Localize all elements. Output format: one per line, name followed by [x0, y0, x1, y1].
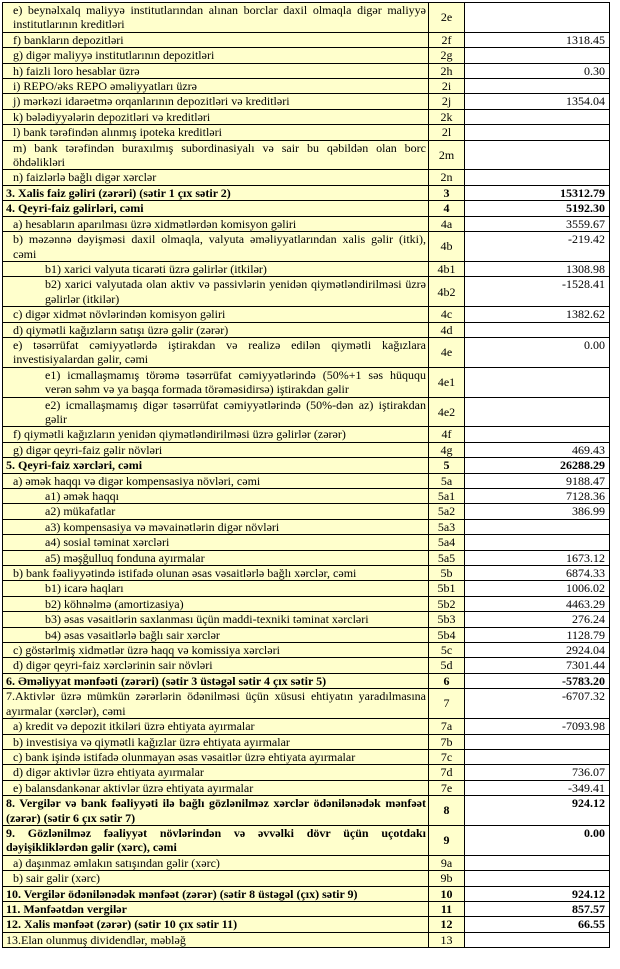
row-code: 5b4 — [429, 627, 465, 642]
row-code: 9a — [429, 855, 465, 870]
row-code: 5a5 — [429, 550, 465, 565]
row-code: 4b1 — [429, 261, 465, 276]
row-label: a) hesabların aparılması üzrə xidmətlərdən komisyon gəliri — [3, 216, 429, 231]
row-value: 15312.79 — [465, 185, 610, 200]
row-label: 9. Gözlənilməz fəaliyyət növlərindən və əvvəlki dövr üçün uçotdakı dəyişikliklərdən gəlir (xərc), cəmi — [3, 825, 429, 855]
table-row — [3, 109, 610, 124]
table-row — [3, 871, 610, 886]
table-row — [3, 322, 610, 337]
row-label: b) sair gəlir (xərc) — [3, 871, 429, 886]
table-row — [3, 917, 610, 932]
table-row — [3, 473, 610, 488]
row-label: n) faizlərlə bağlı digər xərclər — [3, 170, 429, 185]
row-value: 736.07 — [465, 765, 610, 780]
row-code: 5a — [429, 473, 465, 488]
row-value: 6874.33 — [465, 566, 610, 581]
row-code: 5d — [429, 658, 465, 673]
row-label: i) REPO/əks REPO əməliyyatları üzrə — [3, 79, 429, 94]
row-label: d) digər aktivlər üzrə ehtiyata ayırmalar — [3, 765, 429, 780]
row-label: e) beynəlxalq maliyyə institutlarından alınan borclar daxil olmaqla digər maliyyə institutlarının kreditləri — [3, 3, 429, 33]
row-label: f) qiymətli kağızların yenidən qiymətləndirilməsi üzrə gəlirlər (zərər) — [3, 427, 429, 442]
row-label: a5) məşğulluq fonduna ayırmalar — [3, 550, 429, 565]
row-code: 9 — [429, 825, 465, 855]
row-value — [465, 48, 610, 63]
row-code: 4f — [429, 427, 465, 442]
row-label: m) bank tərəfindən buraxılmış subordinasiyalı və sair bu qəbildən olan borc öhdəlikləri — [3, 140, 429, 170]
table-row — [3, 796, 610, 826]
row-value: -349.41 — [465, 780, 610, 795]
table-row — [3, 261, 610, 276]
row-value: 66.55 — [465, 917, 610, 932]
table-row — [3, 140, 610, 170]
row-code: 5a1 — [429, 489, 465, 504]
row-value — [465, 322, 610, 337]
table-row — [3, 94, 610, 109]
row-code: 5b3 — [429, 612, 465, 627]
row-label: a) kredit və depozit itkiləri üzrə ehtiyata ayırmalar — [3, 719, 429, 734]
row-label: b) bank fəaliyyətində istifadə olunan əsas vəsaitlərlə bağlı xərclər, cəmi — [3, 566, 429, 581]
row-label: b2) xarici valyutada olan aktiv və passivlərin yenidən qiymətləndirilməsi üzrə gəlirlər (itkilər) — [3, 277, 429, 307]
row-value: 9188.47 — [465, 473, 610, 488]
row-value: 1354.04 — [465, 94, 610, 109]
row-value — [465, 427, 610, 442]
row-value: 924.12 — [465, 886, 610, 901]
row-label: e2) icmallaşmamış digər təsərrüfat cəmiyyətlərində (50%-dən az) iştirakdan gəlir — [3, 397, 429, 427]
row-code: 13 — [429, 932, 465, 947]
row-label: 6. Əməliyyat mənfəəti (zərəri) (sətir 3 üstəgəl sətir 4 çıx sətir 5) — [3, 673, 429, 688]
table-row — [3, 780, 610, 795]
row-code: 5b1 — [429, 581, 465, 596]
table-row — [3, 612, 610, 627]
table-row — [3, 32, 610, 47]
row-value: -6707.32 — [465, 689, 610, 719]
row-value: 3559.67 — [465, 216, 610, 231]
table-row — [3, 734, 610, 749]
row-label: 12. Xalis mənfəət (zərər) (sətir 10 çıx sətir 11) — [3, 917, 429, 932]
row-value: 5192.30 — [465, 201, 610, 216]
row-code: 2l — [429, 125, 465, 140]
row-label: b3) əsas vəsaitlərin saxlanması üçün maddi-texniki təminat xərcləri — [3, 612, 429, 627]
table-row — [3, 201, 610, 216]
row-code: 5b — [429, 566, 465, 581]
row-code: 4e — [429, 337, 465, 367]
row-code: 5c — [429, 643, 465, 658]
row-label: b2) köhnəlmə (amortizasiya) — [3, 596, 429, 611]
row-label: b4) əsas vəsaitlərlə bağlı sair xərclər — [3, 627, 429, 642]
row-value — [465, 125, 610, 140]
table-row — [3, 855, 610, 870]
table-row — [3, 581, 610, 596]
table-row — [3, 749, 610, 764]
row-label: j) mərkəzi idarəetmə orqanlarının depozitləri və kreditləri — [3, 94, 429, 109]
row-code: 9b — [429, 871, 465, 886]
row-value — [465, 397, 610, 427]
row-value — [465, 749, 610, 764]
row-label: f) bankların depozitləri — [3, 32, 429, 47]
table-row — [3, 277, 610, 307]
row-code: 2m — [429, 140, 465, 170]
row-label: b1) icarə haqları — [3, 581, 429, 596]
table-row — [3, 519, 610, 534]
row-value — [465, 855, 610, 870]
row-label: l) bank tərəfindən alınmış ipoteka kreditləri — [3, 125, 429, 140]
row-value: 857.57 — [465, 901, 610, 916]
row-code: 5b2 — [429, 596, 465, 611]
row-value — [465, 170, 610, 185]
row-code: 4e1 — [429, 367, 465, 397]
row-value: 4463.29 — [465, 596, 610, 611]
row-code: 4d — [429, 322, 465, 337]
table-row — [3, 79, 610, 94]
row-code: 7a — [429, 719, 465, 734]
table-row — [3, 535, 610, 550]
table-row — [3, 825, 610, 855]
table-row — [3, 458, 610, 473]
row-label: h) faizli loro hesablar üzrə — [3, 63, 429, 78]
row-code: 7d — [429, 765, 465, 780]
table-row — [3, 489, 610, 504]
table-row — [3, 427, 610, 442]
table-row — [3, 125, 610, 140]
row-value — [465, 140, 610, 170]
row-label: g) digər maliyyə institutlarının depozitləri — [3, 48, 429, 63]
row-label: e) təsərrüfat cəmiyyətlərdə iştirakdan və realizə edilən qiymətli kağızlara investisiyalardan gəlir, cəmi — [3, 337, 429, 367]
income-statement-table — [2, 2, 610, 948]
row-code: 4 — [429, 201, 465, 216]
table-row — [3, 673, 610, 688]
row-label: b) məzənnə dəyişməsi daxil olmaqla, valyuta əməliyyatlarından xalis gəlir (itki), cəmi — [3, 232, 429, 262]
row-code: 2e — [429, 3, 465, 33]
table-row — [3, 367, 610, 397]
table-row — [3, 307, 610, 322]
table-row — [3, 170, 610, 185]
table-row — [3, 48, 610, 63]
row-label: c) bank işində istifadə olunmayan əsas vəsaitlər üzrə ehtiyata ayırmalar — [3, 749, 429, 764]
table-row — [3, 397, 610, 427]
table-row — [3, 216, 610, 231]
row-value — [465, 109, 610, 124]
table-row — [3, 232, 610, 262]
row-value: 1308.98 — [465, 261, 610, 276]
table-row — [3, 504, 610, 519]
row-code: 2k — [429, 109, 465, 124]
row-value: 0.30 — [465, 63, 610, 78]
row-label: 10. Vergilər ödənilənədək mənfəət (zərər) (sətir 8 üstəgəl (çıx) sətir 9) — [3, 886, 429, 901]
row-code: 4c — [429, 307, 465, 322]
row-code: 3 — [429, 185, 465, 200]
row-code: 8 — [429, 796, 465, 826]
row-label: 3. Xalis faiz gəliri (zərəri) (sətir 1 çıx sətir 2) — [3, 185, 429, 200]
row-label: a4) sosial təminat xərcləri — [3, 535, 429, 550]
row-code: 5a2 — [429, 504, 465, 519]
row-code: 2h — [429, 63, 465, 78]
row-code: 2g — [429, 48, 465, 63]
table-row — [3, 765, 610, 780]
row-value: 0.00 — [465, 337, 610, 367]
row-value: 2924.04 — [465, 643, 610, 658]
row-value: -7093.98 — [465, 719, 610, 734]
row-code: 7 — [429, 689, 465, 719]
row-code: 2j — [429, 94, 465, 109]
row-value — [465, 79, 610, 94]
row-code: 2i — [429, 79, 465, 94]
row-value: 1128.79 — [465, 627, 610, 642]
row-label: 4. Qeyri-faiz gəlirləri, cəmi — [3, 201, 429, 216]
row-code: 2n — [429, 170, 465, 185]
row-label: g) digər qeyri-faiz gəlir növləri — [3, 442, 429, 457]
table-row — [3, 643, 610, 658]
row-value: 7301.44 — [465, 658, 610, 673]
row-label: b) investisiya və qiymətli kağızlar üzrə ehtiyata ayırmalar — [3, 734, 429, 749]
row-code: 10 — [429, 886, 465, 901]
row-value — [465, 367, 610, 397]
row-label: e) balansdankənar aktivlər üzrə ehtiyata ayırmalar — [3, 780, 429, 795]
row-label: a1) əmək haqqı — [3, 489, 429, 504]
row-value — [465, 734, 610, 749]
row-value — [465, 535, 610, 550]
row-label: e1) icmallaşmamış törəmə təsərrüfat cəmiyyətlərində (50%+1 səs hüququ verən səhm və ya başqa formada törəməsidirsə) iştirakdan gəlir — [3, 367, 429, 397]
table-row — [3, 719, 610, 734]
row-value — [465, 932, 610, 947]
row-label: c) göstərlmiş xidmətlər üzrə haqq və komissiya xərcləri — [3, 643, 429, 658]
row-value: 924.12 — [465, 796, 610, 826]
row-label: a) əmək haqqı və digər kompensasiya növləri, cəmi — [3, 473, 429, 488]
row-value: 0.00 — [465, 825, 610, 855]
row-code: 4a — [429, 216, 465, 231]
table-row — [3, 627, 610, 642]
row-value: 7128.36 — [465, 489, 610, 504]
table-row — [3, 185, 610, 200]
row-value: 1673.12 — [465, 550, 610, 565]
row-label: 5. Qeyri-faiz xərcləri, cəmi — [3, 458, 429, 473]
row-value: -1528.41 — [465, 277, 610, 307]
table-row — [3, 658, 610, 673]
table-row — [3, 442, 610, 457]
row-value: 1382.62 — [465, 307, 610, 322]
row-label: d) qiymətli kağızların satışı üzrə gəlir (zərər) — [3, 322, 429, 337]
row-code: 12 — [429, 917, 465, 932]
table-row — [3, 901, 610, 916]
table-row — [3, 886, 610, 901]
income-statement-rows — [3, 3, 610, 948]
row-label: a2) mükafatlar — [3, 504, 429, 519]
table-row — [3, 63, 610, 78]
table-row — [3, 337, 610, 367]
row-label: 7.Aktivlər üzrə mümkün zərərlərin ödənilməsi üçün xüsusi ehtiyatın yaradılmasına ayırmalar (xərclər), cəmi — [3, 689, 429, 719]
row-code: 11 — [429, 901, 465, 916]
row-label: k) bələdiyyələrin depozitləri və kreditləri — [3, 109, 429, 124]
row-value — [465, 519, 610, 534]
row-value: 469.43 — [465, 442, 610, 457]
row-code: 7c — [429, 749, 465, 764]
table-row — [3, 689, 610, 719]
row-label: a) daşınmaz əmlakın satışından gəlir (xərc) — [3, 855, 429, 870]
row-code: 5 — [429, 458, 465, 473]
row-value: 386.99 — [465, 504, 610, 519]
table-row — [3, 596, 610, 611]
row-value: 26288.29 — [465, 458, 610, 473]
table-row — [3, 566, 610, 581]
row-label: 11. Mənfəətdən vergilər — [3, 901, 429, 916]
row-label: 8. Vergilər və bank fəaliyyəti ilə bağlı gözlənilməz xərclər ödənilənədək mənfəət (zərər) (sətir 6 çıx sətir 7) — [3, 796, 429, 826]
row-code: 5a3 — [429, 519, 465, 534]
row-value: 1006.02 — [465, 581, 610, 596]
row-code: 6 — [429, 673, 465, 688]
row-value — [465, 871, 610, 886]
row-value: 276.24 — [465, 612, 610, 627]
row-label: b1) xarici valyuta ticarəti üzrə gəlirlər (itkilər) — [3, 261, 429, 276]
row-label: a3) kompensasiya və məvainətlərin digər növləri — [3, 519, 429, 534]
row-value — [465, 3, 610, 33]
row-label: c) digər xidmət növlərindən komisyon gəliri — [3, 307, 429, 322]
row-value: -219.42 — [465, 232, 610, 262]
row-code: 2f — [429, 32, 465, 47]
row-code: 4g — [429, 442, 465, 457]
table-row — [3, 550, 610, 565]
row-value: -5783.20 — [465, 673, 610, 688]
table-row — [3, 3, 610, 33]
row-value: 1318.45 — [465, 32, 610, 47]
row-code: 5a4 — [429, 535, 465, 550]
row-code: 4e2 — [429, 397, 465, 427]
row-label: d) digər qeyri-faiz xərclərinin sair növləri — [3, 658, 429, 673]
row-code: 7e — [429, 780, 465, 795]
table-row — [3, 932, 610, 947]
row-code: 7b — [429, 734, 465, 749]
row-code: 4b2 — [429, 277, 465, 307]
row-code: 4b — [429, 232, 465, 262]
row-label: 13.Elan olunmuş dividendlər, məbləğ — [3, 932, 429, 947]
